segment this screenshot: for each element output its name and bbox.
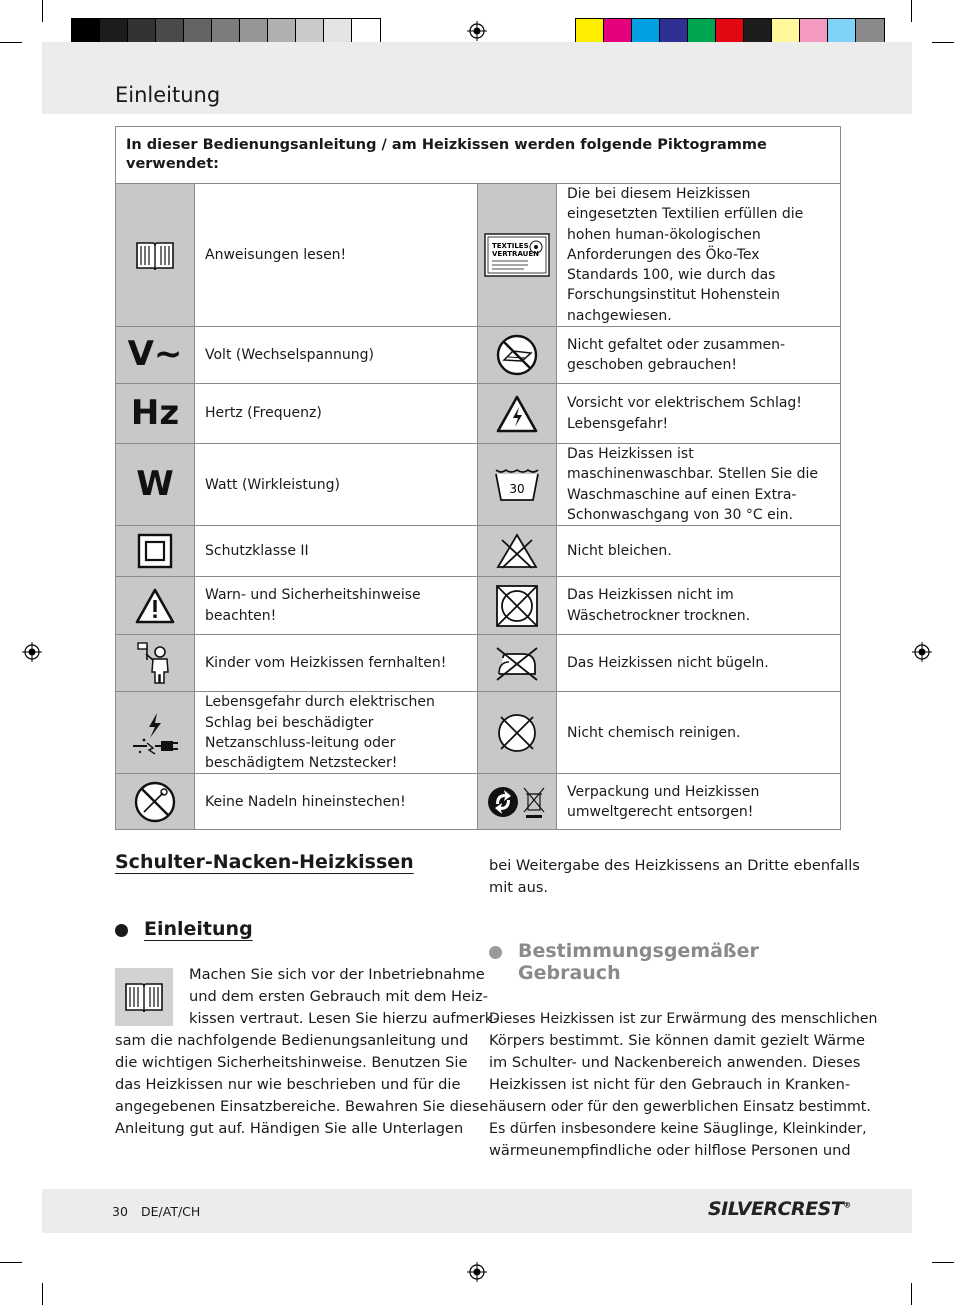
registration-mark-icon: [22, 642, 42, 662]
no-needles-icon: [116, 774, 195, 830]
usage-line: Heizkissen ist nicht für den Gebrauch in Kranken-: [489, 1076, 851, 1093]
registration-mark-icon: [467, 1262, 487, 1282]
crop-mark: [42, 0, 43, 22]
page-title: Einleitung: [115, 83, 221, 107]
crop-mark: [0, 1262, 22, 1263]
intro-line: das Heizkissen nur wie beschrieben und für die: [115, 1076, 461, 1093]
brand-registered-mark: ®: [843, 1200, 851, 1210]
crop-mark: [932, 1262, 954, 1263]
table-row: [116, 384, 841, 444]
svg-text:TEXTILES: TEXTILES: [492, 242, 529, 251]
crop-mark: [0, 42, 22, 43]
pictogram-description: Nicht chemisch reinigen.: [557, 692, 841, 774]
crop-mark: [42, 1283, 43, 1305]
pictogram-description: Hertz (Frequenz): [195, 384, 478, 444]
volt-symbol: V~: [127, 334, 183, 375]
intro-line: sam die nachfolgende Bedienungsanleitung und: [115, 1032, 469, 1049]
no-bleach-icon: [478, 526, 557, 577]
usage-line: häusern oder für den gewerblichen Einsatz bestimmt.: [489, 1099, 871, 1115]
brand-logo: [708, 1198, 851, 1220]
table-header-row: [116, 127, 841, 184]
no-fold-icon: [478, 327, 557, 384]
intro-line: angegebenen Einsatzbereiche. Bewahren Sie diese: [115, 1098, 489, 1115]
no-dry-clean-icon: [478, 692, 557, 774]
crop-mark: [932, 42, 954, 43]
intro-line: und dem ersten Gebrauch mit dem Heiz-: [189, 988, 488, 1005]
intro-line: Machen Sie sich vor der Inbetriebnahme: [189, 966, 485, 983]
protection-class-2-icon: [116, 526, 195, 577]
crop-mark: [911, 0, 912, 22]
pictogram-description: Keine Nadeln hineinstechen!: [195, 774, 478, 830]
registration-mark-icon: [467, 21, 487, 41]
intro-heading-text: Einleitung: [144, 918, 253, 940]
table-row: [116, 692, 841, 774]
intro-line: kissen vertraut. Lesen Sie hierzu aufmerk-: [189, 1010, 499, 1027]
hertz-symbol: Hz: [130, 392, 180, 433]
hertz-icon: [116, 384, 195, 444]
volt-ac-icon: [116, 327, 195, 384]
intro-line: die wichtigen Sicherheitshinweise. Benutzen Sie: [115, 1054, 468, 1071]
bullet-icon: [489, 946, 502, 959]
usage-line: wärmeunempfindliche oder hilflose Personen und: [489, 1142, 851, 1159]
table-row: [116, 526, 841, 577]
pictogram-description: Anweisungen lesen!: [195, 184, 478, 327]
main-heading: Schulter-Nacken-Heizkissen: [115, 851, 414, 873]
usage-line: Es dürfen insbesondere keine Säuglinge, Kleinkinder,: [489, 1121, 867, 1137]
pictogram-description: Watt (Wirkleistung): [195, 444, 478, 526]
crop-mark: [911, 1283, 912, 1305]
svg-text:VERTRAUEN: VERTRAUEN: [492, 250, 539, 259]
usage-heading: [489, 940, 759, 984]
pictogram-description: Das Heizkissen nicht im Wäschetrockner trocknen.: [557, 577, 841, 635]
watt-icon: [116, 444, 195, 526]
book-icon: [116, 184, 195, 327]
table-row: [116, 327, 841, 384]
oeko-tex-label-icon: [478, 184, 557, 327]
pictogram-description: Das Heizkissen ist maschinenwaschbar. Stellen Sie die Waschmaschine auf einen Extra-Schonwaschgang von 30 °C ein.: [557, 444, 841, 526]
table-row: [116, 577, 841, 635]
table-row: [116, 774, 841, 830]
keep-away-children-icon: [116, 635, 195, 692]
pictogram-description: Das Heizkissen nicht bügeln.: [557, 635, 841, 692]
no-tumble-dry-icon: [478, 577, 557, 635]
continuation-line: mit aus.: [489, 879, 549, 896]
recycle-dispose-icon: [478, 774, 557, 830]
table-heading: In dieser Bedienungsanleitung / am Heizkissen werden folgende Piktogramme verwendet:: [116, 127, 841, 184]
intro-line: Anleitung gut auf. Händigen Sie alle Unterlagen: [115, 1120, 464, 1137]
pictogram-description: Kinder vom Heizkissen fernhalten!: [195, 635, 478, 692]
table-row: [116, 635, 841, 692]
pictogram-description: Warn- und Sicherheitshinweise beachten!: [195, 577, 478, 635]
svg-text:30: 30: [509, 481, 525, 496]
bullet-icon: [115, 924, 128, 937]
book-icon: [115, 968, 173, 1026]
table-row: [116, 444, 841, 526]
pictogram-description: Vorsicht vor elektrischem Schlag! Lebensgefahr!: [557, 384, 841, 444]
pictogram-table: [115, 126, 841, 830]
usage-heading-line: Bestimmungsgemäßer: [518, 940, 759, 962]
electric-shock-warning-icon: [478, 384, 557, 444]
pictogram-description: Volt (Wechselspannung): [195, 327, 478, 384]
page-number: 30: [112, 1204, 128, 1219]
usage-line: Dieses Heizkissen ist zur Erwärmung des menschlichen: [489, 1011, 878, 1027]
brand-name: SILVERCREST: [708, 1198, 844, 1220]
registration-mark-icon: [912, 642, 932, 662]
pictogram-description: Nicht bleichen.: [557, 526, 841, 577]
continuation-line: bei Weitergabe des Heizkissens an Dritte ebenfalls: [489, 857, 860, 874]
usage-line: Körpers bestimmt. Sie können damit gezielt Wärme: [489, 1032, 866, 1049]
watt-symbol: W: [136, 464, 174, 505]
wash-30-icon: [478, 444, 557, 526]
intro-heading: [115, 918, 253, 940]
no-iron-icon: [478, 635, 557, 692]
pictogram-description: Die bei diesem Heizkissen eingesetzten Textilien erfüllen die hohen human-ökologischen Anforderungen des Öko-Tex Standards 100, wie durch das Forschungsinstitut Hohenstein nachgewiesen.: [557, 184, 841, 327]
pictogram-description: Lebensgefahr durch elektrischen Schlag bei beschädigter Netzanschluss-leitung oder beschädigtem Netzstecker!: [195, 692, 478, 774]
warning-icon: [116, 577, 195, 635]
usage-heading-line: Gebrauch: [518, 962, 621, 984]
table-row: [116, 184, 841, 327]
pictogram-description: Nicht gefaltet oder zusammen-geschoben gebrauchen!: [557, 327, 841, 384]
pictogram-description: Verpackung und Heizkissen umweltgerecht entsorgen!: [557, 774, 841, 830]
language-code: DE/AT/CH: [141, 1204, 201, 1219]
damaged-cable-icon: [116, 692, 195, 774]
pictogram-description: Schutzklasse II: [195, 526, 478, 577]
usage-line: im Schulter- und Nackenbereich anwenden. Dieses: [489, 1054, 861, 1071]
